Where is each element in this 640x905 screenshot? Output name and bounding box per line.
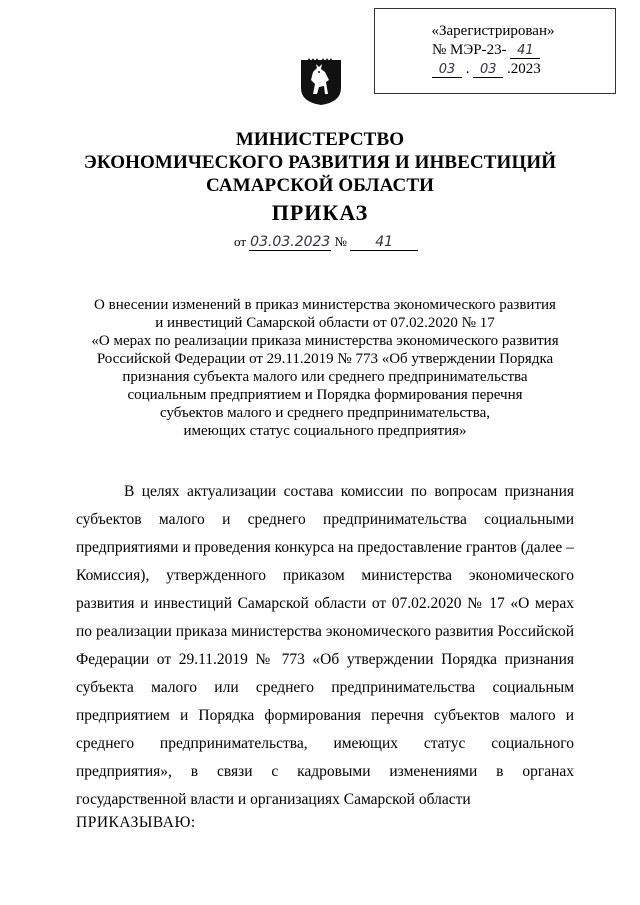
ministry-line-3: САМАРСКОЙ ОБЛАСТИ <box>206 175 434 196</box>
registration-stamp <box>418 22 568 79</box>
stamp-date-separator: . <box>465 61 470 77</box>
subject-line: социальным предприятием и Порядка формирования перечня <box>127 387 523 403</box>
order-date-handwritten: 03.03.2023 <box>250 234 331 250</box>
body-paragraph: В целях актуализации состава комиссии по вопросам признания субъектов малого и среднего предпринимательства социальными предприятиями и проведения конкурса на предоставление грантов (далее – Комиссия), утвержденного приказом министерства экономического развития и инвестиций Самарской области от 07.02.2020 № 17 «О мерах по реализации приказа министерства экономического развития Российской Федерации от 29.11.2019 № 773 «Об утверждении Порядка признания субъекта малого или среднего предпринимательства социальным предприятием и Порядка формирования перечня субъектов малого и среднего предпринимательства, имеющих статус социального предприятия», в связи с кадровыми изменениями в органах государственной власти и организациях Самарской области <box>76 483 574 808</box>
subject-line: субъектов малого и среднего предпринимательства, <box>159 405 491 421</box>
subject-line: О внесении изменений в приказ министерства экономического развития <box>94 297 556 313</box>
order-body <box>76 478 574 814</box>
subject-line: «О мерах по реализации приказа министерства экономического развития <box>91 333 559 349</box>
stamp-year: .2023 <box>507 61 541 77</box>
subject-line: имеющих статус социального предприятия» <box>183 423 467 439</box>
order-date-number-line <box>234 234 418 251</box>
stamp-registered-label: «Зарегистрирован» <box>431 23 555 39</box>
stamp-number-prefix: № МЭР-23- <box>432 42 507 58</box>
subject-line: Российской Федерации от 29.11.2019 № 773 «Об утверждении Порядка <box>96 351 554 367</box>
coat-of-arms-icon <box>299 58 343 106</box>
stamp-month-handwritten: 03 <box>473 63 503 78</box>
order-subject <box>80 296 570 440</box>
stamp-date-line <box>418 60 568 79</box>
order-from-label: от <box>234 234 247 249</box>
ministry-header <box>0 128 640 197</box>
stamp-number-handwritten: 41 <box>510 44 540 59</box>
ministry-line-1: МИНИСТЕРСТВО <box>235 129 405 150</box>
subject-line: и инвестиций Самарской области от 07.02.2020 № 17 <box>155 315 495 331</box>
order-title: ПРИКАЗ <box>271 200 369 225</box>
subject-line: признания субъекта малого или среднего предпринимательства <box>122 369 528 385</box>
ministry-line-2: ЭКОНОМИЧЕСКОГО РАЗВИТИЯ И ИНВЕСТИЦИЙ <box>83 152 557 173</box>
order-directive-word: ПРИКАЗЫВАЮ: <box>76 814 196 831</box>
order-number-label: № <box>334 234 347 249</box>
stamp-day-handwritten: 03 <box>432 63 462 78</box>
stamp-number-line <box>418 41 568 60</box>
order-number-handwritten: 41 <box>350 234 418 251</box>
